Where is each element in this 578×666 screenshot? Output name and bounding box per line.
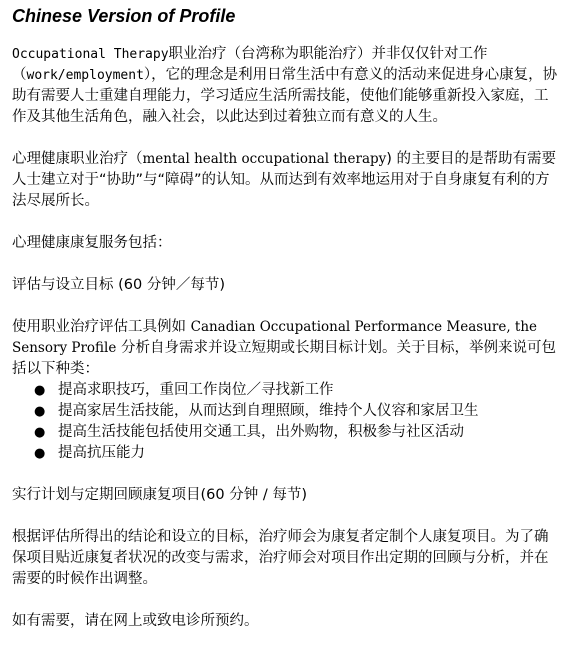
mental-health-term: mental health occupational therapy [142, 151, 387, 167]
bullet-icon: ● [34, 404, 46, 419]
bullet-icon: ● [34, 446, 46, 461]
booking-note: 如有需要，请在网上或致电诊所预约。 [12, 613, 259, 629]
goals-list [12, 380, 560, 464]
assessment-paragraph [12, 317, 560, 380]
list-item [34, 443, 560, 464]
bullet-icon: ● [34, 383, 46, 398]
intro-text-a: 职业治疗（台湾称为职能治疗）并非仅仅针对工作（ [12, 46, 488, 83]
goal-text: 提高家居生活技能，从而达到自理照顾，维持个人仪容和家居卫生 [58, 403, 479, 419]
work-employment-term: work/employment [26, 68, 144, 83]
assessment-text-a: 使用职业治疗评估工具例如 [12, 319, 191, 335]
services-heading: 心理健康康复服务包括： [12, 235, 172, 251]
goal-text: 提高生活技能包括使用交通工具，出外购物，积极参与社区活动 [58, 424, 464, 440]
list-item [34, 380, 560, 401]
occupational-therapy-term: Occupational Therapy [12, 47, 169, 62]
assessment-heading: 评估与设立目标 (60 分钟／每节) [12, 277, 225, 293]
assessment-text-b: 分析自身需求并设立短期或长期目标计划。关于目标，举例来说可包括以下种类： [12, 340, 556, 377]
plan-paragraph: 根据评估所得出的结论和设立的目标，治疗师会为康复者定制个人康复项目。为了确保项目贴近康复者状况的改变与需求，治疗师会对项目作出定期的回顾与分析，并在需要的时候作出调整。 [12, 529, 549, 587]
assessment-tools: Canadian Occupational Performance Measure, the Sensory Profile [12, 319, 538, 356]
mental-health-text-a: 心理健康职业治疗（ [12, 151, 143, 167]
intro-text-b: ），它的理念是利用日常生活中有意义的活动来促进身心康复，协助有需要人士重建自理能力，学习适应生活所需技能，使他们能够重新投入家庭，工作及其他生活角色，融入社会，以此达到过着独立而有意义的人生。 [12, 67, 558, 125]
list-item [34, 422, 560, 443]
page-title: Chinese Version of Profile [12, 6, 236, 26]
goal-text: 提高求职技巧，重回工作岗位／寻找新工作 [58, 382, 334, 398]
mental-health-paragraph [12, 149, 560, 212]
mental-health-text-b: ) 的主要目的是帮助有需要人士建立对于“协助”与“障碍”的认知。从而达到有效率地运用对于自身康复有利的方法尽展所长。 [12, 151, 557, 209]
bullet-icon: ● [34, 425, 46, 440]
list-item [34, 401, 560, 422]
profile-document [12, 4, 560, 653]
intro-paragraph [12, 44, 560, 128]
goal-text: 提高抗压能力 [58, 445, 145, 461]
plan-heading: 实行计划与定期回顾康复项目(60 分钟 / 每节) [12, 487, 307, 503]
